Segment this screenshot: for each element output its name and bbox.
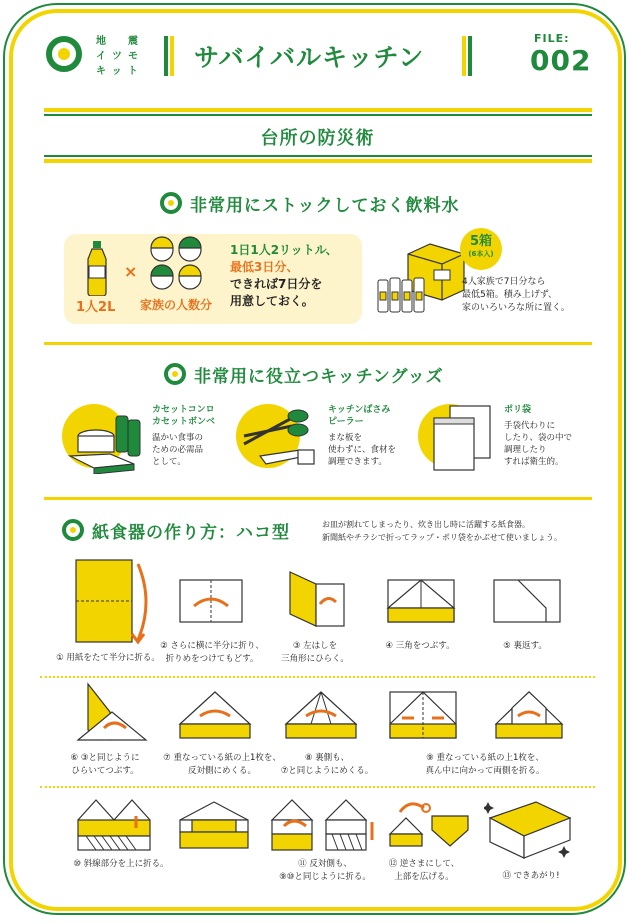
banner-line: [44, 114, 592, 116]
section2-title: 非常用に役立つキッチングッズ: [194, 367, 444, 387]
goods-title: ポリ袋: [504, 405, 532, 415]
step5-diagram: [492, 578, 562, 626]
goods-item-stove: [62, 398, 222, 478]
step1-diagram: [74, 558, 156, 648]
family-label: 家族の人数分: [140, 298, 213, 312]
step10-diagram: [76, 798, 152, 852]
banner-line: [44, 159, 592, 163]
step-caption: ⑬ できあがり!: [502, 871, 560, 881]
badge-sub: (6本入): [468, 250, 494, 258]
step-caption: ⑫ 逆さまにして、 上部を広げる。: [388, 859, 460, 882]
section-marker-icon: [62, 519, 84, 541]
family-faces-icon: [146, 236, 208, 294]
step-caption: ⑩ 斜線部分を上に折る。: [73, 859, 169, 869]
header-divider: [170, 36, 174, 76]
step4-diagram: [386, 578, 456, 626]
goods-item-scissors: [236, 398, 406, 478]
step-caption: ⑨ 重なっている紙の上1枚を、 真ん中に向かって両側を折る。: [425, 753, 545, 776]
goods-text: まな板を 使わずに、食材を 調理できます。: [328, 433, 397, 467]
header-divider: [468, 36, 472, 76]
section3-intro: お皿が割れてしまったり、炊き出し時に活躍する紙食器。 新聞紙やチラシで折ってラップ・ポリ袋をかぶせて使いましょう。: [322, 520, 562, 542]
step-caption: ③ 左はしを 三角形にひらく。: [281, 641, 349, 664]
logo-icon: [46, 36, 82, 72]
brand-text: 地 震 イツモ キット: [96, 36, 144, 77]
section1-title: 非常用にストックしておく飲料水: [190, 196, 460, 216]
water-note: 4人家族で7日分なら 最低5箱。積み上げず、 家のいろいろな所に置く。: [462, 277, 570, 313]
step10b-diagram: [178, 800, 250, 850]
section-divider: [44, 497, 592, 500]
step8-diagram: [284, 690, 358, 740]
badge: [460, 228, 502, 270]
goods-text: 温かい食事の ための必需品 として。: [152, 433, 204, 467]
section-marker-icon: [160, 192, 182, 214]
row-divider: [40, 676, 595, 678]
section3-title: 紙食器の作り方：ハコ型: [92, 523, 290, 543]
water-bottle-icon: [84, 240, 110, 296]
per-person-label: 1人2L: [76, 300, 116, 315]
file-label: FILE:: [534, 32, 570, 45]
scissors-peeler-icon: [236, 404, 322, 474]
step-caption: ① 用紙をたて半分に折る。: [56, 653, 160, 663]
badge-main: 5箱: [469, 234, 493, 249]
banner-line: [44, 108, 592, 112]
step11-diagram: [270, 796, 378, 852]
banner-line: [44, 155, 592, 157]
step12-diagram: [386, 800, 472, 850]
step-caption: ④ 三角をつぶす。: [385, 641, 455, 651]
finished-box-icon: [484, 796, 576, 864]
step6-diagram: [74, 682, 150, 744]
step-caption: ② さらに横に半分に折り、 折りめをつけてもどす。: [160, 641, 264, 664]
step2-diagram: [178, 578, 244, 626]
step-caption: ⑥ ③と同じように ひらいてつぶす。: [70, 753, 140, 776]
step-caption: ⑤ 裏返す。: [503, 641, 547, 651]
goods-item-bag: [414, 398, 584, 478]
goods-title: カセットコンロ カセットボンベ: [152, 405, 216, 427]
section-marker-icon: [164, 363, 186, 385]
file-number: 002: [530, 44, 592, 77]
gas-stove-icon: [66, 406, 144, 474]
step9b-diagram: [494, 690, 564, 740]
page-title: サバイバルキッチン: [194, 43, 425, 72]
water-rule-text: 1日1人2リットル、 最低3日分、 できれば7日分を 用意しておく。: [230, 243, 338, 308]
step-caption: ⑪ 反対側も、 ⑨⑩と同じように折る。: [279, 859, 371, 882]
goods-title: キッチンばさみ ピーラー: [328, 405, 391, 427]
step-caption: ⑧ 裏側も、 ⑦と同じようにめくる。: [280, 753, 374, 776]
times-sign: ×: [124, 262, 138, 281]
banner-title: 台所の防災術: [260, 128, 375, 149]
step9a-diagram: [388, 690, 458, 740]
header-divider: [164, 36, 168, 76]
step7-diagram: [178, 690, 252, 740]
row-divider: [40, 786, 595, 788]
step3-diagram: [286, 568, 348, 630]
header-divider: [462, 36, 466, 76]
goods-text: 手袋代わりに したり、袋の中で 調理したり すれば衛生的。: [504, 421, 573, 467]
section-divider: [44, 342, 592, 345]
plastic-bag-icon: [426, 404, 496, 472]
step-caption: ⑦ 重なっている紙の上1枚を、 反対側にめくる。: [163, 753, 281, 776]
